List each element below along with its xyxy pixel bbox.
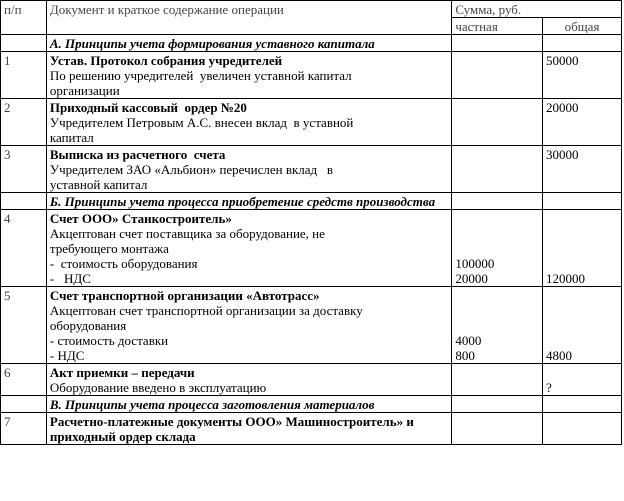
document-title: Счет ООО» Станкостроитель» — [49, 211, 232, 226]
partial-cell — [452, 287, 543, 364]
header-document: Документ и краткое содержание операции — [46, 1, 451, 35]
row-number: 4 — [1, 210, 47, 287]
row-number: 7 — [1, 413, 47, 445]
section-title: В. Принципы учета процесса заготовления материалов — [46, 396, 451, 413]
partial-cell — [452, 35, 543, 52]
document-title: Акт приемки – передачи — [49, 365, 195, 380]
operation-line: Учредителем ЗАО «Альбион» перечислен вклад в — [49, 162, 334, 177]
operation-line: Акцептован счет транспортной организации за доставку — [49, 303, 363, 318]
partial-amount: 4000 — [455, 333, 482, 348]
total-amount: 20000 — [546, 100, 579, 115]
partial-cell — [452, 413, 543, 445]
document-cell — [46, 364, 451, 396]
entry-row — [1, 210, 622, 287]
document-cell — [46, 99, 451, 146]
section-row — [1, 35, 622, 52]
operation-line: оборудования — [49, 318, 127, 333]
total-cell — [543, 99, 622, 146]
entry-row — [1, 99, 622, 146]
operation-line: уставной капитал — [49, 177, 148, 192]
document-cell — [46, 52, 451, 99]
section-title: Б. Принципы учета процесса приобретение средств производства — [46, 193, 451, 210]
operation-line: организации — [49, 83, 120, 98]
document-title: Приходный кассовый ордер №20 — [49, 100, 247, 115]
partial-cell — [452, 396, 543, 413]
num-cell — [1, 396, 47, 413]
document-cell — [46, 413, 451, 445]
document-title: Счет транспортной организации «Автотрасс» — [49, 288, 320, 303]
operation-line: требующего монтажа — [49, 241, 169, 256]
row-number: 3 — [1, 146, 47, 193]
operation-line: Учредителем Петровым А.С. внесен вклад в уставной — [49, 115, 354, 130]
partial-cell — [452, 99, 543, 146]
operation-line: - стоимость оборудования — [49, 256, 198, 271]
partial-cell — [452, 193, 543, 210]
total-amount: 50000 — [546, 53, 579, 68]
total-cell — [543, 52, 622, 99]
operation-line: Акцептован счет поставщика за оборудование, не — [49, 226, 325, 241]
total-cell — [543, 210, 622, 287]
operation-line: - НДС — [49, 348, 85, 363]
header-partial: частная — [452, 18, 543, 35]
partial-amount: 100000 — [455, 256, 495, 271]
entry-row — [1, 364, 622, 396]
document-cell — [46, 210, 451, 287]
entry-row — [1, 287, 622, 364]
total-amount: ? — [546, 380, 552, 395]
total-cell — [543, 287, 622, 364]
entry-row — [1, 146, 622, 193]
entry-row — [1, 413, 622, 445]
partial-cell — [452, 146, 543, 193]
operation-line: По решению учредителей увеличен уставной капитал — [49, 68, 352, 83]
document-title: Устав. Протокол собрания учредителей — [49, 53, 283, 68]
partial-amount: 800 — [455, 348, 475, 363]
header-sum: Сумма, руб. — [452, 1, 622, 18]
row-number: 1 — [1, 52, 47, 99]
total-cell — [543, 193, 622, 210]
section-title: А. Принципы учета формирования уставного капитала — [46, 35, 451, 52]
document-cell — [46, 146, 451, 193]
total-amount: 120000 — [546, 271, 586, 286]
total-cell — [543, 146, 622, 193]
header-total: общая — [543, 18, 622, 35]
section-row — [1, 396, 622, 413]
num-cell — [1, 35, 47, 52]
document-title: Расчетно-платежные документы ООО» Машиностроитель» и приходный ордер склада — [49, 414, 418, 444]
partial-cell — [452, 52, 543, 99]
row-number: 5 — [1, 287, 47, 364]
row-number: 6 — [1, 364, 47, 396]
section-row — [1, 193, 622, 210]
document-cell — [46, 287, 451, 364]
total-cell — [543, 396, 622, 413]
operation-line: - стоимость доставки — [49, 333, 169, 348]
operation-line: капитал — [49, 130, 94, 145]
total-amount: 4800 — [546, 348, 573, 363]
row-number: 2 — [1, 99, 47, 146]
operation-line: Оборудование введено в эксплуатацию — [49, 380, 267, 395]
header-row — [1, 1, 622, 18]
operation-line: - НДС — [49, 271, 91, 286]
partial-cell — [452, 364, 543, 396]
partial-amount: 20000 — [455, 271, 488, 286]
entry-row — [1, 52, 622, 99]
partial-cell — [452, 210, 543, 287]
document-title: Выписка из расчетного счета — [49, 147, 226, 162]
total-cell — [543, 413, 622, 445]
header-num: п/п — [1, 1, 47, 35]
num-cell — [1, 193, 47, 210]
total-cell — [543, 364, 622, 396]
total-cell — [543, 35, 622, 52]
total-amount: 30000 — [546, 147, 579, 162]
